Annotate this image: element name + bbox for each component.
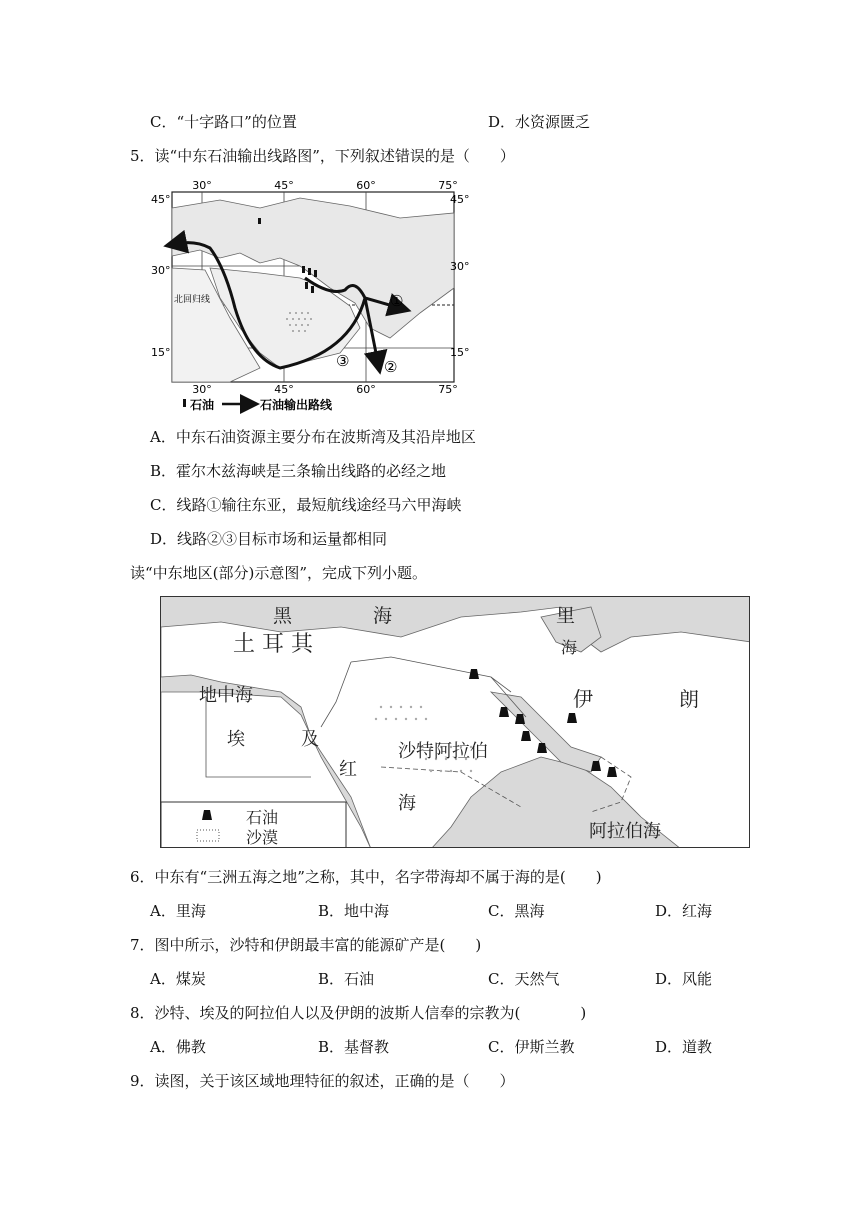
map2-legend-desert-icon	[197, 830, 219, 841]
q8-option-c: C．伊斯兰教	[488, 1038, 575, 1056]
lon-label-75-bottom: 75°	[438, 383, 458, 396]
label-iran-1: 伊	[573, 687, 593, 711]
q7-option-b: B．石油	[318, 970, 375, 988]
label-black-sea-2: 海	[373, 605, 393, 627]
q5-option-d: D．线路②③目标市场和运量都相同	[150, 530, 388, 548]
lat-label-30-left: 30°	[151, 264, 171, 277]
oil-route-map-svg	[150, 178, 470, 418]
q7-option-d: D．风能	[655, 970, 713, 988]
label-egypt-1: 埃	[227, 729, 245, 750]
legend-oil-icon	[183, 399, 186, 407]
lon-label-30-top: 30°	[192, 179, 212, 192]
q5-option-a: A．中东石油资源主要分布在波斯湾及其沿岸地区	[150, 428, 476, 446]
q7-option-c: C．天然气	[488, 970, 560, 988]
lon-label-60-bottom: 60°	[356, 383, 376, 396]
lat-label-15-right: 15°	[450, 346, 470, 359]
label-red-sea-1: 红	[339, 759, 357, 780]
label-egypt-2: 及	[301, 729, 319, 750]
lat-label-30-right: 30°	[450, 260, 470, 273]
label-caspian-1: 里	[556, 605, 576, 627]
q8-option-a: A．佛教	[150, 1038, 206, 1056]
middle-east-map	[160, 596, 750, 848]
label-red-sea-2: 海	[398, 793, 416, 814]
label-black-sea-1: 黑	[273, 605, 293, 627]
map2-legend-oil-label: 石油	[246, 808, 279, 827]
q6-option-c: C．黑海	[488, 902, 545, 920]
route-label-3: ③	[336, 352, 350, 370]
q6-option-b: B．地中海	[318, 902, 390, 920]
q8-option-b: B．基督教	[318, 1038, 390, 1056]
lat-label-15-left: 15°	[151, 346, 171, 359]
q5-option-b: B．霍尔木兹海峡是三条输出线路的必经之地	[150, 462, 447, 480]
q6-option-d: D．红海	[655, 902, 713, 920]
map2-legend-desert-label: 沙漠	[246, 828, 279, 847]
lon-label-45-bottom: 45°	[274, 383, 294, 396]
q4-option-c: C．“十字路口”的位置	[150, 113, 297, 131]
q9-stem: 9．读图，关于该区域地理特征的叙述，正确的是（ ）	[130, 1072, 515, 1090]
lat-label-45-right: 45°	[450, 193, 470, 206]
label-iran-2: 朗	[679, 687, 699, 711]
tropic-label: 北回归线	[174, 295, 211, 305]
lon-label-45-top: 45°	[274, 179, 294, 192]
lon-label-30-bottom: 30°	[192, 383, 212, 396]
route-label-2: ②	[384, 358, 398, 376]
label-arabian-sea: 阿拉伯海	[589, 821, 661, 842]
lat-label-45-left: 45°	[151, 193, 171, 206]
legend-oil-label: 石油	[190, 398, 215, 412]
label-turkey: 土 耳 其	[233, 632, 313, 657]
label-mediterranean: 地中海	[199, 685, 253, 706]
q6-option-a: A．里海	[150, 902, 206, 920]
q4-option-d: D．水资源匮乏	[488, 113, 591, 131]
q8-stem: 8．沙特、埃及的阿拉伯人以及伊朗的波斯人信奉的宗教为( )	[130, 1004, 587, 1022]
label-caspian-2: 海	[561, 638, 578, 657]
q7-stem: 7．图中所示，沙特和伊朗最丰富的能源矿产是( )	[130, 936, 482, 954]
legend-route-label: 石油输出路线	[260, 398, 333, 412]
q6-stem: 6．中东有“三洲五海之地”之称，其中，名字带海却不属于海的是( )	[130, 868, 602, 886]
q5-option-c: C．线路①输往东亚，最短航线途经马六甲海峡	[150, 496, 462, 514]
lon-label-60-top: 60°	[356, 179, 376, 192]
intro-text: 读“中东地区(部分)示意图”，完成下列小题。	[130, 564, 428, 582]
q5-stem: 5．读“中东石油输出线路图”，下列叙述错误的是（ ）	[130, 147, 515, 165]
label-saudi-arabia: 沙特阿拉伯	[398, 741, 488, 762]
q8-option-d: D．道教	[655, 1038, 713, 1056]
q7-option-a: A．煤炭	[150, 970, 206, 988]
lon-label-75-top: 75°	[438, 179, 458, 192]
oil-route-map	[150, 178, 470, 418]
route-label-1: ①	[390, 292, 404, 310]
